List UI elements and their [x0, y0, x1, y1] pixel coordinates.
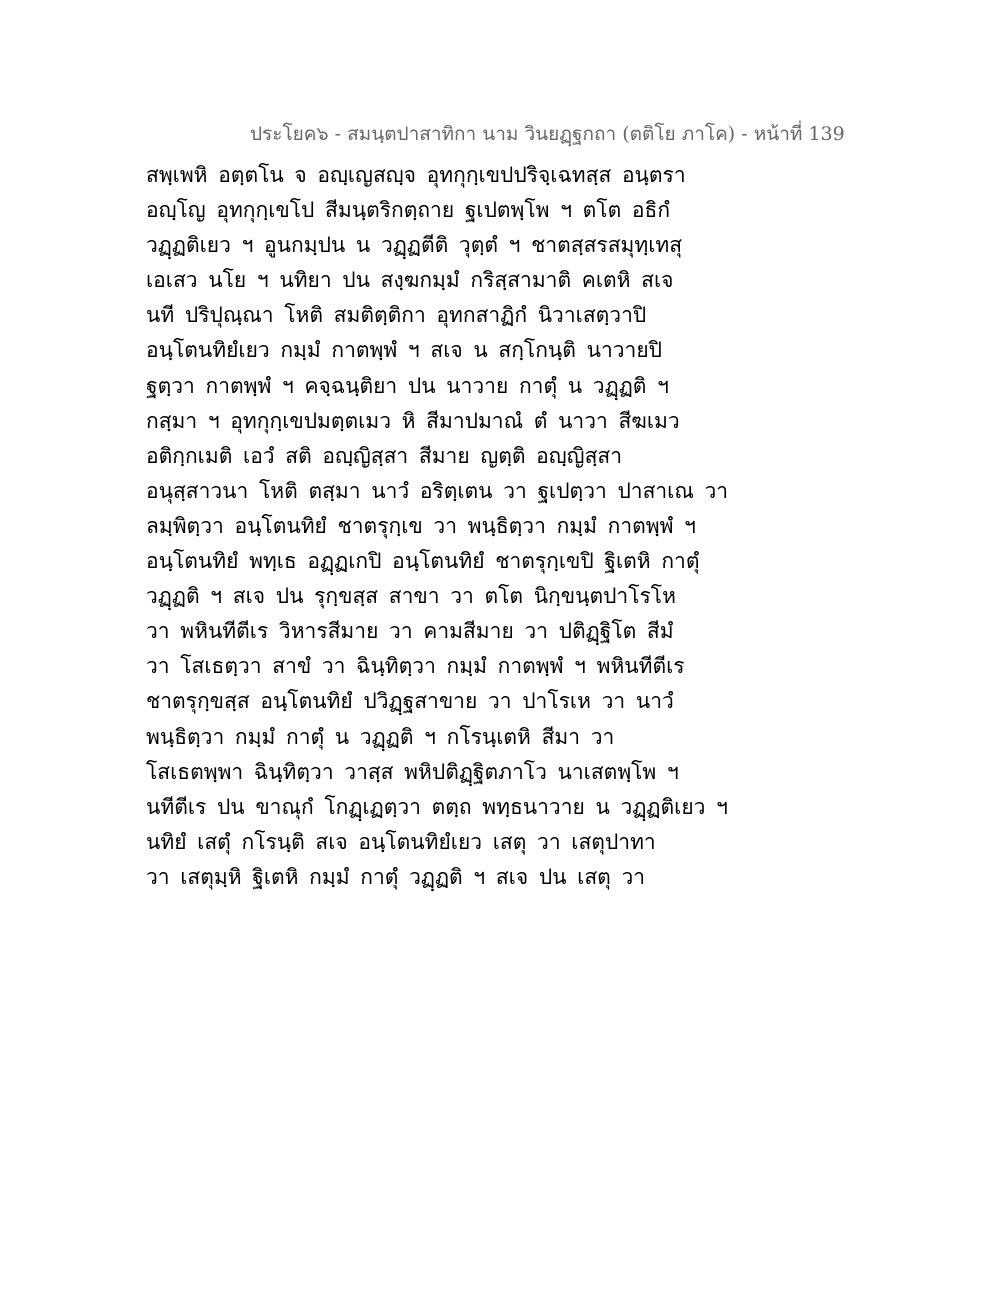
text-line: นทิยํ เสตุํ กโรนฺติ สเจ อนฺโตนทิยํเยว เสตุ วา เสตุปาทา: [146, 829, 656, 854]
text-line: วฏฺฏติเยว ฯ อูนกมฺปน น วฏฺฏตีติ วุตฺตํ ฯ ชาตสฺสรสมุทฺเทสุ: [146, 233, 683, 258]
text-line: อนฺโตนทิยํ พทฺเธ อฏฺฏเกปิ อนฺโตนทิยํ ชาตรุกฺเขปิ ฐิเตหิ กาตุํ: [146, 549, 700, 574]
text-line: สพฺเพหิ อตฺตโน จ อญฺเญสญฺจ อุทกุกฺเขปปริจฺเฉทสฺส อนฺตรา: [146, 163, 686, 187]
body-text: [146, 158, 729, 895]
page-header: ประโยค๖ - สมนฺตปาสาทิกา นาม วินยฏฺฐกถา (ตติโย ภาโค) - หน้าที่ 139: [250, 123, 845, 145]
text-line: อนฺโตนทิยํเยว กมฺมํ กาตพฺพํ ฯ สเจ น สกฺโกนฺติ นาวายปิ: [146, 338, 662, 363]
text-line: กสฺมา ฯ อุทกุกฺเขปมตฺตเมว หิ สีมาปมาณํ ตํ นาวา สีฆเมว: [146, 408, 680, 433]
text-line: อญฺโญ อุทกุกฺเขโป สีมนฺตริกตฺถาย ฐเปตพฺโพ ฯ ตโต อธิกํ: [146, 198, 671, 223]
text-line: อนุสฺสาวนา โหติ ตสฺมา นาวํ อริตฺเตน วา ฐเปตฺวา ปาสาเณ วา: [146, 478, 729, 503]
text-line: นที ปริปุณฺณา โหติ สมติตฺติกา อุทกสาฏิกํ นิวาเสตฺวาปิ: [146, 303, 647, 328]
text-line: วฏฺฏติ ฯ สเจ ปน รุกฺขสฺส สาขา วา ตโต นิกฺขนฺตปาโรโห: [146, 584, 676, 609]
text-line: ฐตฺวา กาตพฺพํ ฯ คจฺฉนฺติยา ปน นาวาย กาตุํ น วฏฺฏติ ฯ: [146, 373, 669, 398]
text-line: วา เสตุมฺหิ ฐิเตหิ กมฺมํ กาตุํ วฏฺฏติ ฯ สเจ ปน เสตุ วา: [146, 864, 646, 889]
text-line: อติกฺกเมติ เอวํ สติ อญฺญิสฺสา สีมาย ญตฺติ อญฺญิสฺสา: [146, 443, 623, 468]
text-line: ชาตรุกฺขสฺส อนฺโตนทิยํ ปวิฏฺฐสาขาย วา ปาโรเห วา นาวํ: [146, 689, 674, 714]
text-line: วา โสเธตฺวา สาขํ วา ฉินฺทิตฺวา กมฺมํ กาตพฺพํ ฯ พหินทีตีเร: [146, 654, 685, 679]
text-line: โสเธตพฺพา ฉินฺทิตฺวา วาสฺส พหิปติฏฺฐิตภาโว นาเสตพฺโพ ฯ: [146, 759, 679, 784]
text-line: ลมฺพิตฺวา อนฺโตนทิยํ ชาตรุกฺเข วา พนฺธิตฺวา กมฺมํ กาตพฺพํ ฯ: [146, 513, 696, 538]
text-line: เอเสว นโย ฯ นทิยา ปน สงฺฆกมฺมํ กริสฺสามาติ คเตหิ สเจ: [146, 268, 674, 293]
text-line: พนฺธิตฺวา กมฺมํ กาตุํ น วฏฺฏติ ฯ กโรนฺเตหิ สีมา วา: [146, 724, 615, 749]
text-line: นทีตีเร ปน ขาณุกํ โกฏฺเฏตฺวา ตตฺถ พทฺธนาวาย น วฏฺฏติเยว ฯ: [146, 794, 728, 819]
text-line: วา พหินทีตีเร วิหารสีมาย วา คามสีมาย วา ปติฏฺฐิโต สีมํ: [146, 619, 674, 644]
